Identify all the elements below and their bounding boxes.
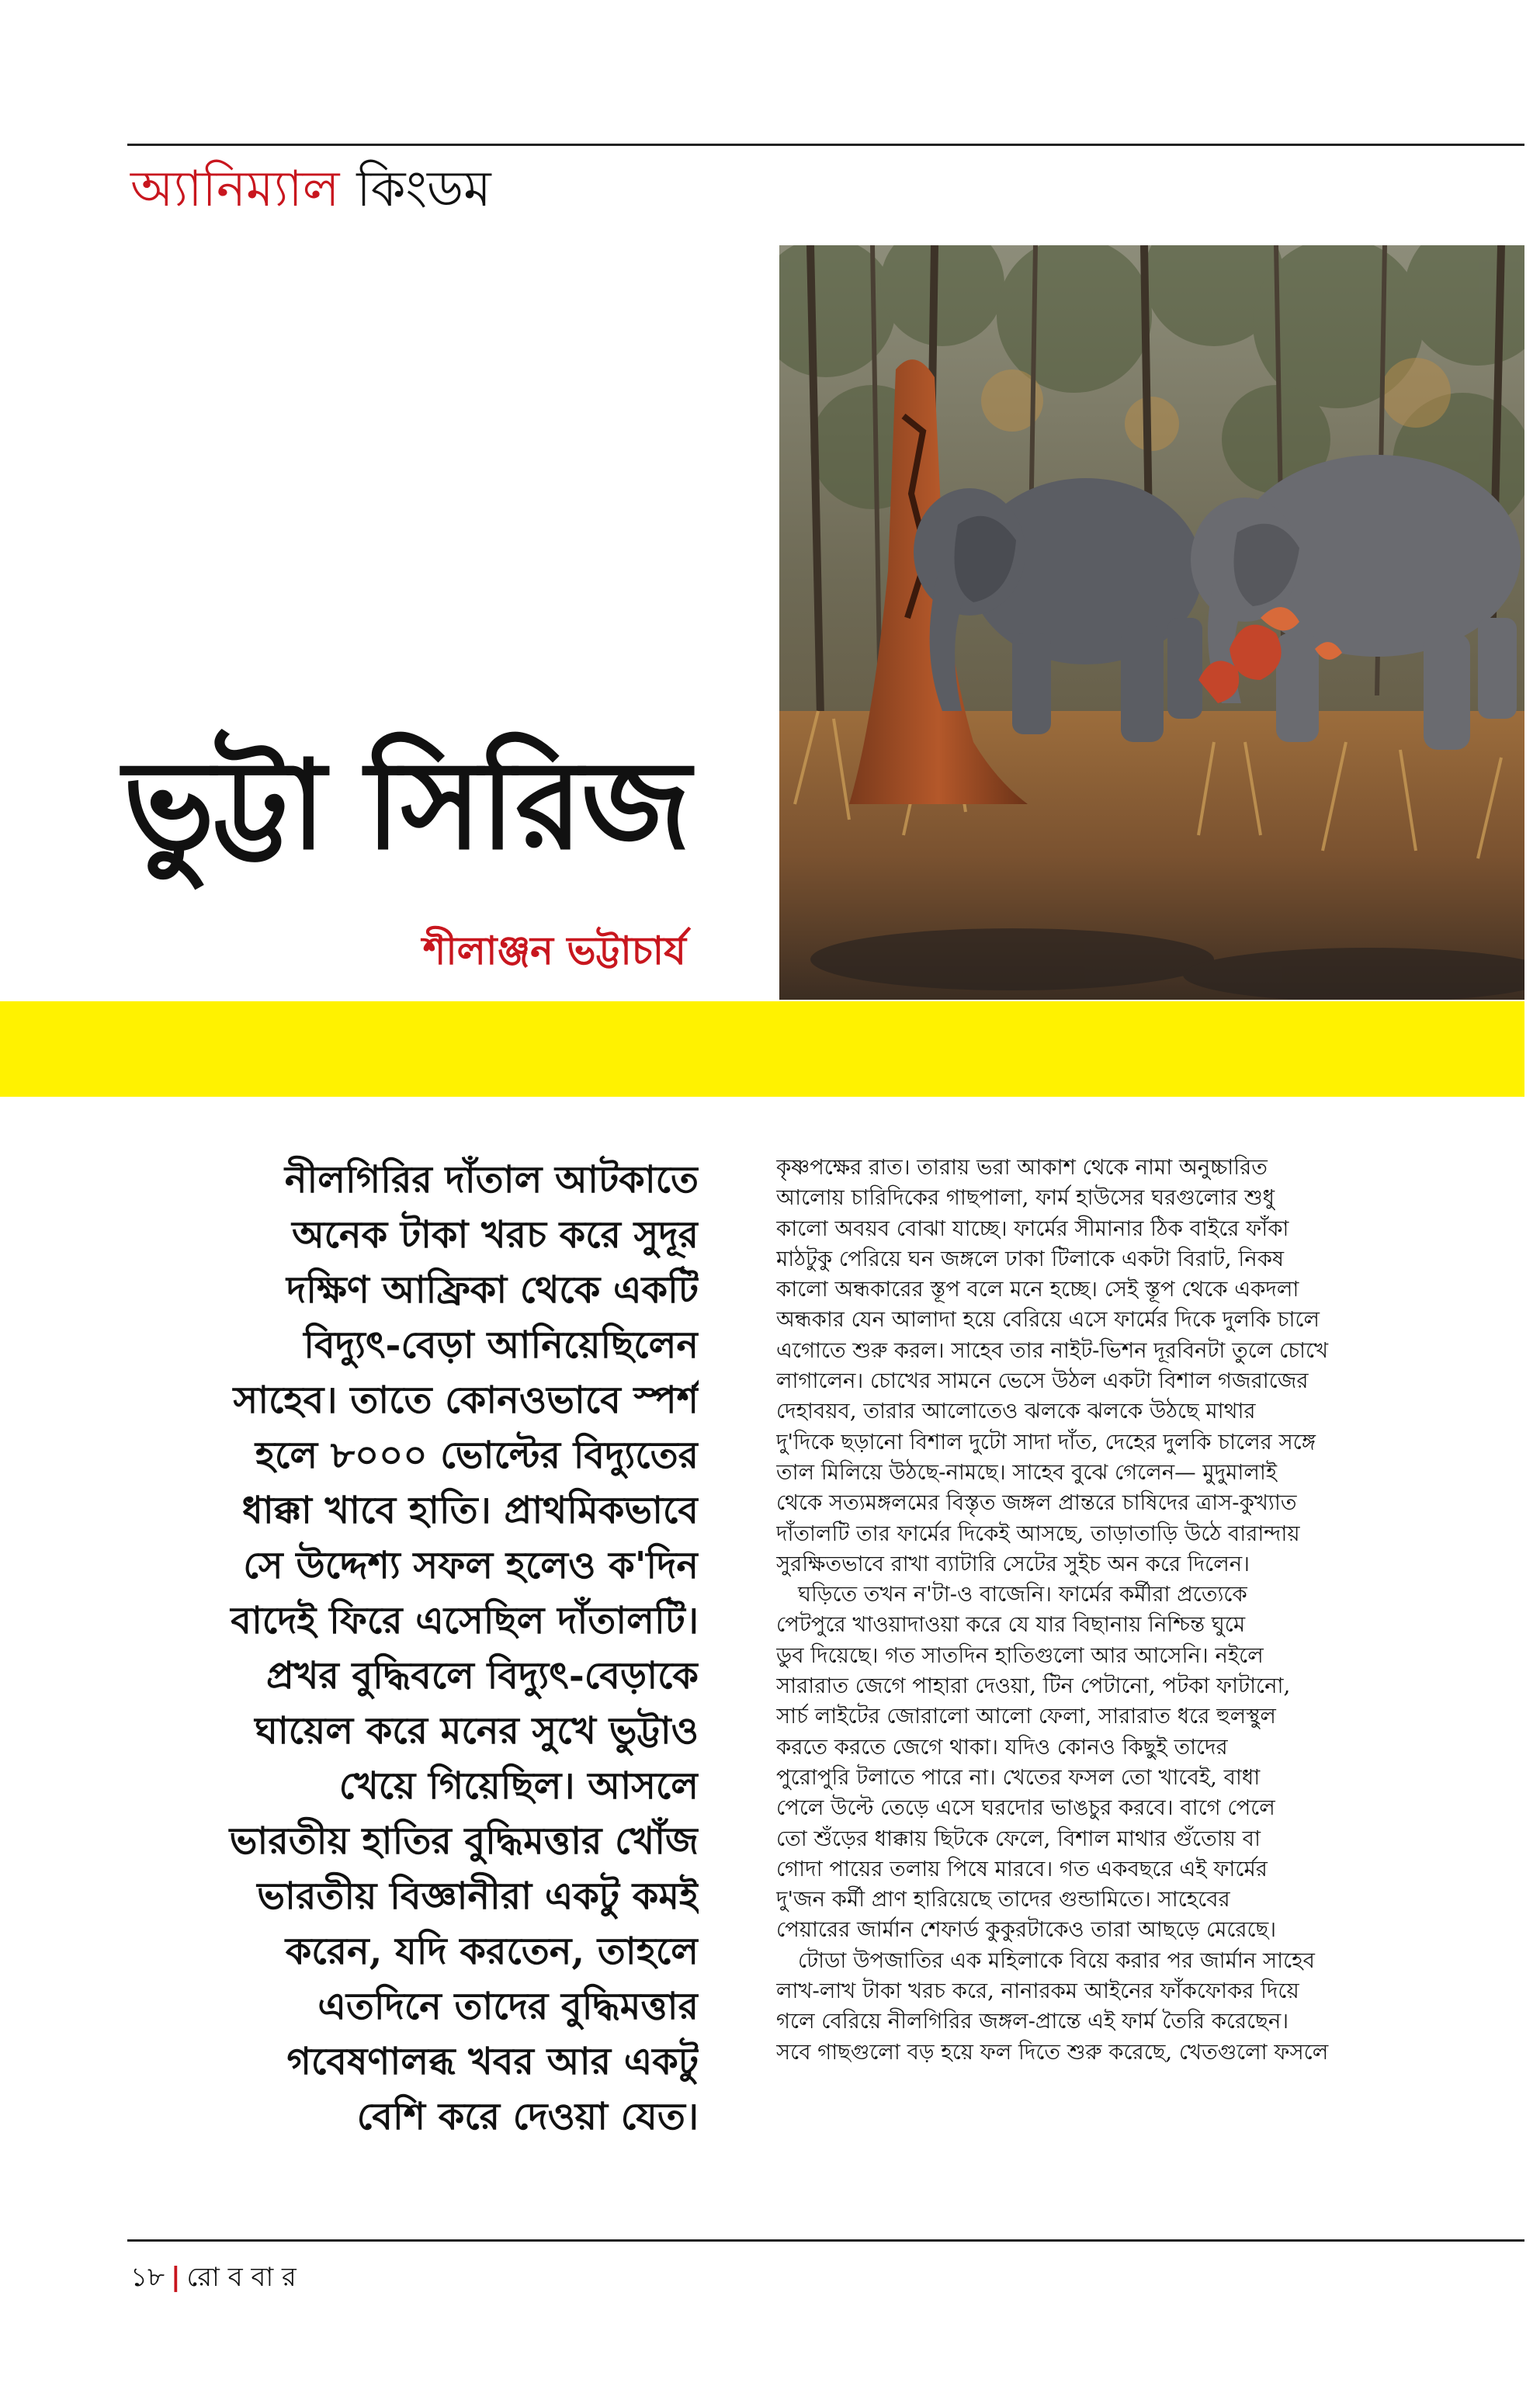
magazine-name: রো ব বা র [186,2262,297,2293]
pull-quote-line: গবেষণালব্ধ খবর আর একটু [286,2040,699,2083]
body-line: কৃষ্ণপক্ষের রাত। তারায় ভরা আকাশ থেকে নামা অনুচ্চারিত [776,1155,1268,1180]
pull-quote-line: সে উদ্দেশ্য সফল হলেও ক'দিন [243,1544,699,1587]
pull-quote [163,1153,699,2145]
pull-quote-line: বেশি করে দেওয়া যেত। [356,2095,699,2138]
body-line: পেয়ারের জার্মান শেফার্ড কুকুরটাকেও তারা আছড়ে মেরেছে। [776,1917,1277,1943]
pull-quote-line: বাদেই ফিরে এসেছিল দাঁতালটি। [231,1599,699,1642]
pull-quote-line: নীলগিরির দাঁতাল আটকাতে [284,1158,699,1202]
body-line: পেটপুরে খাওয়াদাওয়া করে যে যার বিছানায় নিশ্চিন্ত ঘুমে [776,1612,1246,1638]
yellow-band [0,1001,1524,1097]
pull-quote-line: করেন, যদি করতেন, তাহলে [285,1930,699,1973]
pull-quote-line: দক্ষিণ আফ্রিকা থেকে একটি [286,1268,699,1312]
article-body [776,1153,1506,2068]
page-number: ১৮ [130,2262,165,2293]
body-line: আলোয় চারিদিকের গাছপালা, ফার্ম হাউসের ঘরগুলোর শুধু [776,1185,1275,1211]
body-line: সার্চ লাইটের জোরালো আলো ফেলা, সারারাত ধরে হুলস্থুল [776,1704,1276,1729]
body-line: লাখ-লাখ টাকা খরচ করে, নানারকম আইনের ফাঁকফোকর দিয়ে [776,1979,1299,2004]
body-line: তো শুঁড়ের ধাক্কায় ছিটকে ফেলে, বিশাল মাথার গুঁতোয় বা [776,1826,1261,1851]
body-line: গলে বেরিয়ে নীলগিরির জঙ্গল-প্রান্তে এই ফার্ম তৈরি করেছেন। [776,2009,1289,2034]
body-line: ঘড়িতে তখন ন'টা-ও বাজেনি। ফার্মের কর্মীরা প্রত্যেকে [798,1582,1247,1607]
pull-quote-line: ধাক্কা খাবে হাতি। প্রাথমিকভাবে [241,1489,699,1532]
body-line: দু'জন কর্মী প্রাণ হারিয়েছে তাদের গুন্ডামিতে। সাহেবের [776,1887,1230,1913]
body-line: থেকে সত্যমঙ্গলমের বিস্তৃত জঙ্গল প্রান্তরে চাষিদের ত্রাস-কুখ্যাত [776,1490,1297,1516]
body-line: কালো অন্ধকারের স্তূপ বলে মনে হচ্ছে। সেই স্তূপ থেকে একদলা [776,1277,1299,1302]
body-line: মাঠটুকু পেরিয়ে ঘন জঙ্গলে ঢাকা টিলাকে একটা বিরাট, নিকষ [776,1246,1285,1271]
pull-quote-line: সাহেব। তাতে কোনওভাবে স্পর্শ [233,1379,699,1422]
body-line: পেলে উল্টে তেড়ে এসে ঘরদোর ভাঙচুর করবে। বাগে পেলে [776,1795,1275,1821]
pull-quote-line: খেয়ে গিয়েছিল। আসলে [338,1764,699,1808]
headline: ভুট্টা সিরিজ [123,734,689,877]
body-line: অন্ধকার যেন আলাদা হয়ে বেরিয়ে এসে ফার্মের দিকে দুলকি চালে [776,1307,1320,1333]
body-line: দেহাবয়ব, তারার আলোতেও ঝলকে ঝলকে উঠছে মাথার [776,1399,1256,1424]
pull-quote-line: হলে ৮০০০ ভোল্টের বিদ্যুতের [255,1434,699,1477]
body-line: তাল মিলিয়ে উঠছে-নামছে। সাহেব বুঝে গেলেন— মুদুমালাই [776,1459,1278,1485]
bottom-rule [127,2239,1524,2242]
body-line: টোডা উপজাতির এক মহিলাকে বিয়ে করার পর জার্মান সাহেব [798,1947,1315,1973]
body-line: কালো অবয়ব বোঝা যাচ্ছে। ফার্মের সীমানার ঠিক বাইরে ফাঁকা [776,1216,1289,1241]
pull-quote-line: প্রখর বুদ্ধিবলে বিদ্যুৎ-বেড়াকে [265,1654,699,1698]
section-word-animal: অ্যানিম্যাল [130,161,340,218]
body-line: সুরক্ষিতভাবে রাখা ব্যাটারি সেটের সুইচ অন করে দিলেন। [776,1551,1250,1576]
section-word-kingdom: কিংডম [356,161,491,218]
body-line: দু'দিকে ছড়ানো বিশাল দুটো সাদা দাঁত, দেহের দুলকি চালের সঙ্গে [776,1429,1316,1455]
body-line: এগোতে শুরু করল। সাহেব তার নাইট-ভিশন দূরবিনটা তুলে চোখে [776,1337,1329,1363]
pull-quote-line: অনেক টাকা খরচ করে সুদূর [292,1213,699,1257]
byline: শীলাঞ্জন ভট্টাচার্য [422,928,686,973]
body-line: ডুব দিয়েছে। গত সাতদিন হাতিগুলো আর আসেনি। নইলে [776,1642,1264,1668]
footer-separator: | [171,2262,181,2293]
body-line: লাগালেন। চোখের সামনে ভেসে উঠল একটা বিশাল গজরাজের [776,1368,1309,1394]
body-line: গোদা পায়ের তলায় পিষে মারবে। গত একবছরে এই ফার্মের [776,1856,1268,1881]
top-rule [127,144,1524,146]
pull-quote-line: ঘায়েল করে মনের সুখে ভুট্টাও [255,1709,699,1753]
body-line: সবে গাছগুলো বড় হয়ে ফল দিতে শুরু করেছে, খেতগুলো ফসলে [776,2039,1329,2065]
pull-quote-line: ভারতীয় বিজ্ঞানীরা একটু কমই [257,1875,699,1918]
body-line: করতে করতে জেগে থাকা। যদিও কোনও কিছুই তাদের [776,1734,1228,1760]
pull-quote-line: এতদিনে তাদের বুদ্ধিমত্তার [317,1985,699,2028]
pull-quote-line: ভারতীয় হাতির বুদ্ধিমত্তার খোঁজ [229,1819,699,1863]
pull-quote-line: বিদ্যুৎ-বেড়া আনিয়েছিলেন [303,1323,699,1367]
page-footer [130,2257,297,2301]
elephant-photo [779,245,1524,1000]
body-line: পুরোপুরি টলাতে পারে না। খেতের ফসল তো খাবেই, বাধা [776,1764,1261,1790]
body-line: সারারাত জেগে পাহারা দেওয়া, টিন পেটানো, পটকা ফাটানো, [776,1673,1291,1699]
section-header [130,161,491,218]
body-line: দাঁতালটি তার ফার্মের দিকেই আসছে, তাড়াতাড়ি উঠে বারান্দায় [776,1521,1300,1546]
